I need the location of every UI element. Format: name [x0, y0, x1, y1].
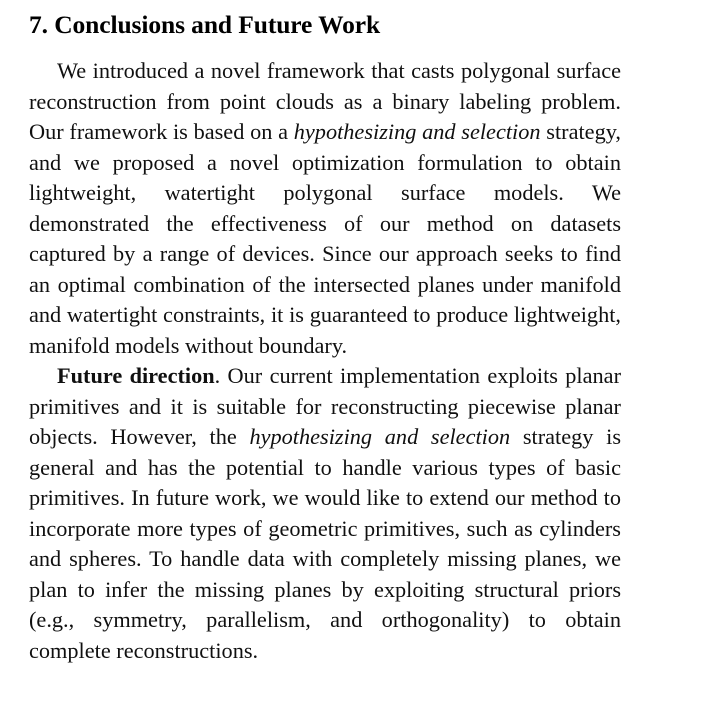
- paragraph-future-direction: [29, 361, 621, 666]
- run-lead-in-future-direction: Future direction: [57, 363, 215, 388]
- run-text: We introduced a novel framework that casts polygonal surface reconstruction from point clouds as a binary labeling problem. Our framework is based on a: [29, 58, 621, 144]
- run-text: strategy, and we proposed a novel optimization formulation to obtain lightweight, watertight polygonal surface models. We demonstrated the effectiveness of our method on datasets captured by a range of devices. Since our approach seeks to find an optimal combination of the intersected planes under manifold and watertight constraints, it is guaranteed to produce lightweight, manifold models without boundary.: [29, 119, 621, 358]
- run-text: . Our current implementation exploits planar primitives and it is suitable for reconstructing piecewise planar objects. However, the: [29, 363, 621, 449]
- run-emphasis-hypothesizing-and-selection: hypothesizing and selection: [249, 424, 511, 449]
- paragraph-conclusions: [29, 56, 621, 361]
- run-emphasis-hypothesizing-and-selection: hypothesizing and selection: [293, 119, 541, 144]
- text-column: [29, 0, 621, 666]
- run-text: strategy is general and has the potential to handle various types of basic primitives. In future work, we would like to extend our method to incorporate more types of geometric primitives, such as cylinders and spheres. To handle data with completely missing planes, we plan to infer the missing planes by exploiting structural priors (e.g., symmetry, parallelism, and orthogonality) to obtain complete reconstructions.: [29, 424, 621, 663]
- section-heading: 7. Conclusions and Future Work: [29, 10, 381, 39]
